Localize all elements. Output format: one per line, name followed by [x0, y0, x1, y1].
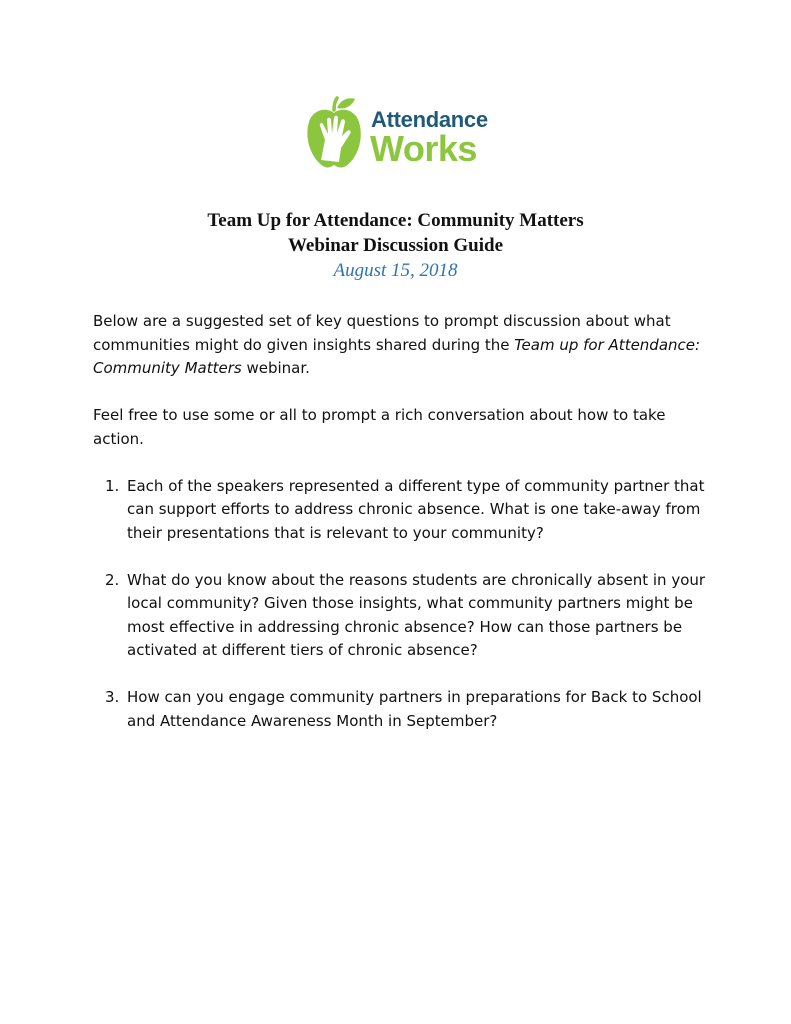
question-item — [93, 475, 713, 546]
attendance-works-logo — [303, 96, 493, 172]
question-list — [93, 475, 713, 734]
intro-webinar-title: Team up for Attendance: Community Matters — [93, 335, 701, 377]
document-title: Team Up for Attendance: Community Matters — [207, 210, 584, 231]
question-item — [93, 569, 713, 663]
question-item — [93, 686, 713, 733]
logo-text-works: Works — [370, 128, 477, 169]
question-number: 3. — [105, 688, 120, 706]
guide-body — [93, 310, 713, 757]
document-subtitle: Webinar Discussion Guide — [287, 235, 504, 256]
title-block — [0, 208, 791, 283]
document-date: August 15, 2018 — [333, 260, 458, 281]
logo-text-attendance: Attendance — [371, 107, 488, 132]
intro-text-end: webinar. — [241, 359, 310, 377]
intro-paragraph — [93, 310, 713, 381]
intro-text-start: Below are a suggested set of key questions to prompt discussion about what communities might do given insights shared during the — [93, 312, 671, 354]
question-number: 2. — [105, 570, 120, 589]
question-text: What do you know about the reasons students are chronically absent in your local community? Given those insights, what community partners might be most effective in addressing chronic absence? How can those partners be activated at different tiers of chronic absence? — [127, 570, 706, 659]
question-number: 1. — [105, 476, 120, 495]
encouragement-paragraph: Feel free to use some or all to prompt a rich conversation about how to take action. — [93, 406, 666, 448]
question-text: Each of the speakers represented a different type of community partner that can support efforts to address chronic absence. What is one take-away from their presentations that is relevant to your community? — [127, 476, 705, 542]
apple-hand-icon — [303, 96, 367, 172]
question-text: How can you engage community partners in preparations for Back to School and Attendance Awareness Month in September? — [127, 688, 702, 730]
